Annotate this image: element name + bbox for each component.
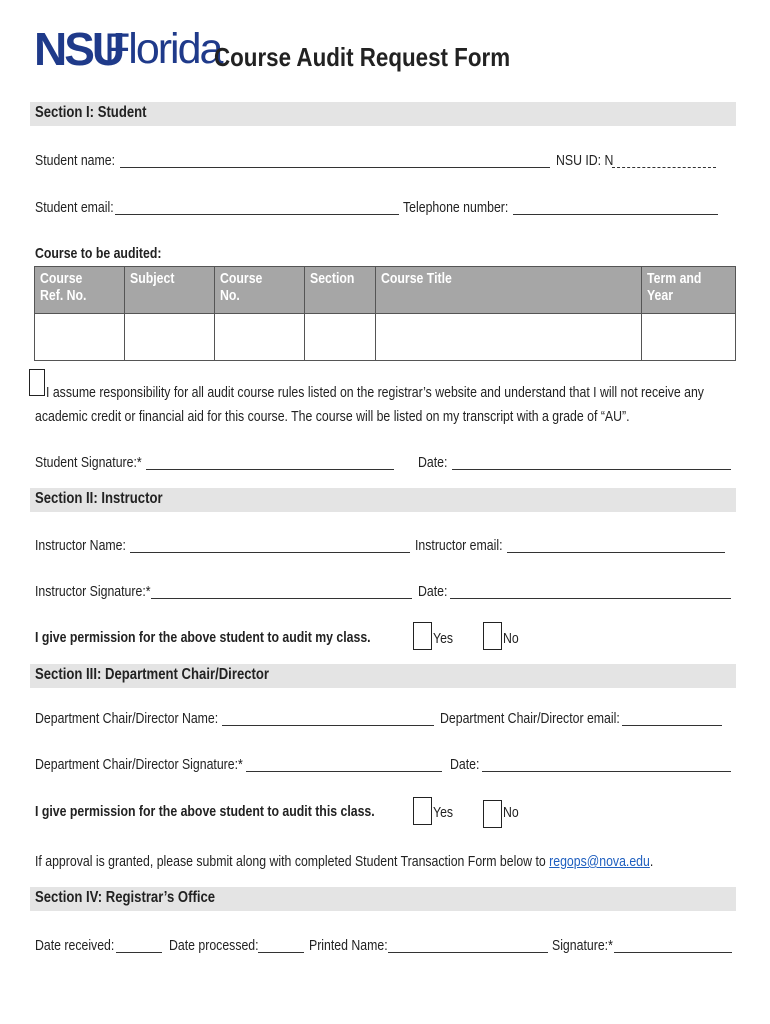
instructor-email-label: Instructor email: — [415, 537, 503, 554]
registrar-signature-field[interactable] — [614, 952, 732, 953]
date-processed-field[interactable] — [258, 952, 304, 953]
section-3-heading: Section III: Department Chair/Director — [35, 666, 270, 683]
telephone-label: Telephone number: — [403, 199, 509, 216]
chair-name-label: Department Chair/Director Name: — [35, 710, 219, 727]
chair-no-label: No — [503, 804, 519, 821]
nsu-id-field[interactable] — [612, 167, 716, 168]
chair-name-field[interactable] — [222, 725, 434, 726]
instructor-permission-text: I give permission for the above student to audit my class. — [35, 629, 371, 646]
chair-date-field[interactable] — [482, 771, 731, 772]
student-name-field[interactable] — [120, 167, 550, 168]
cell-subject[interactable] — [124, 314, 214, 361]
cell-course-title[interactable] — [375, 314, 641, 361]
col-subject: Subject — [124, 267, 214, 314]
course-heading: Course to be audited: — [35, 245, 162, 262]
page-title: Course Audit Request Form — [214, 42, 511, 72]
chair-yes-checkbox[interactable] — [413, 797, 432, 825]
cell-course-ref[interactable] — [35, 314, 125, 361]
student-email-label: Student email: — [35, 199, 114, 216]
section-4-heading: Section IV: Registrar’s Office — [35, 889, 216, 906]
col-section: Section — [304, 267, 375, 314]
cell-section[interactable] — [304, 314, 375, 361]
registrar-signature-label: Signature:* — [552, 937, 613, 954]
registrar-email-link[interactable]: regops@nova.edu — [549, 853, 650, 870]
instructor-no-checkbox[interactable] — [483, 622, 502, 650]
printed-name-field[interactable] — [388, 952, 548, 953]
printed-name-label: Printed Name: — [309, 937, 388, 954]
instructor-name-field[interactable] — [130, 552, 410, 553]
approval-text: If approval is granted, please submit along with completed Student Transaction Form below to regops@nova.edu. — [35, 853, 654, 870]
agreement-text-line1: I assume responsibility for all audit course rules listed on the registrar’s website and understand that I will not receive any — [46, 384, 704, 401]
table-row — [35, 314, 736, 361]
instructor-date-field[interactable] — [450, 598, 731, 599]
section-2-heading: Section II: Instructor — [35, 490, 163, 507]
col-course-title: Course Title — [375, 267, 641, 314]
chair-yes-label: Yes — [433, 804, 454, 821]
cell-term-year[interactable] — [642, 314, 736, 361]
student-date-field[interactable] — [452, 469, 731, 470]
student-name-label: Student name: — [35, 152, 116, 169]
col-term-year: Term and Year — [642, 267, 736, 314]
instructor-no-label: No — [503, 630, 519, 647]
chair-permission-text: I give permission for the above student to audit this class. — [35, 803, 375, 820]
agreement-checkbox[interactable] — [29, 369, 45, 396]
instructor-signature-field[interactable] — [151, 598, 412, 599]
student-email-field[interactable] — [115, 214, 399, 215]
chair-date-label: Date: — [450, 756, 480, 773]
chair-no-checkbox[interactable] — [483, 800, 502, 828]
chair-email-field[interactable] — [622, 725, 722, 726]
student-date-label: Date: — [418, 454, 448, 471]
instructor-date-label: Date: — [418, 583, 448, 600]
nsu-id-label: NSU ID: N — [556, 152, 614, 169]
student-signature-label: Student Signature:* — [35, 454, 142, 471]
section-1-heading: Section I: Student — [35, 104, 147, 121]
student-signature-field[interactable] — [146, 469, 394, 470]
agreement-text-line2: academic credit or financial aid for this course. The course will be listed on my transcript with a grade of “AU”. — [35, 408, 630, 425]
chair-email-label: Department Chair/Director email: — [440, 710, 620, 727]
instructor-yes-checkbox[interactable] — [413, 622, 432, 650]
chair-signature-label: Department Chair/Director Signature:* — [35, 756, 243, 773]
date-received-label: Date received: — [35, 937, 115, 954]
instructor-name-label: Instructor Name: — [35, 537, 126, 554]
col-course-no: Course No. — [214, 267, 304, 314]
course-table — [34, 266, 736, 361]
instructor-email-field[interactable] — [507, 552, 725, 553]
logo-florida: Florida — [104, 25, 222, 73]
logo-nsu: NSU — [34, 23, 123, 75]
date-received-field[interactable] — [116, 952, 162, 953]
instructor-signature-label: Instructor Signature:* — [35, 583, 151, 600]
cell-course-no[interactable] — [214, 314, 304, 361]
chair-signature-field[interactable] — [246, 771, 442, 772]
telephone-field[interactable] — [513, 214, 718, 215]
col-course-ref: Course Ref. No. — [35, 267, 125, 314]
date-processed-label: Date processed: — [169, 937, 259, 954]
instructor-yes-label: Yes — [433, 630, 454, 647]
